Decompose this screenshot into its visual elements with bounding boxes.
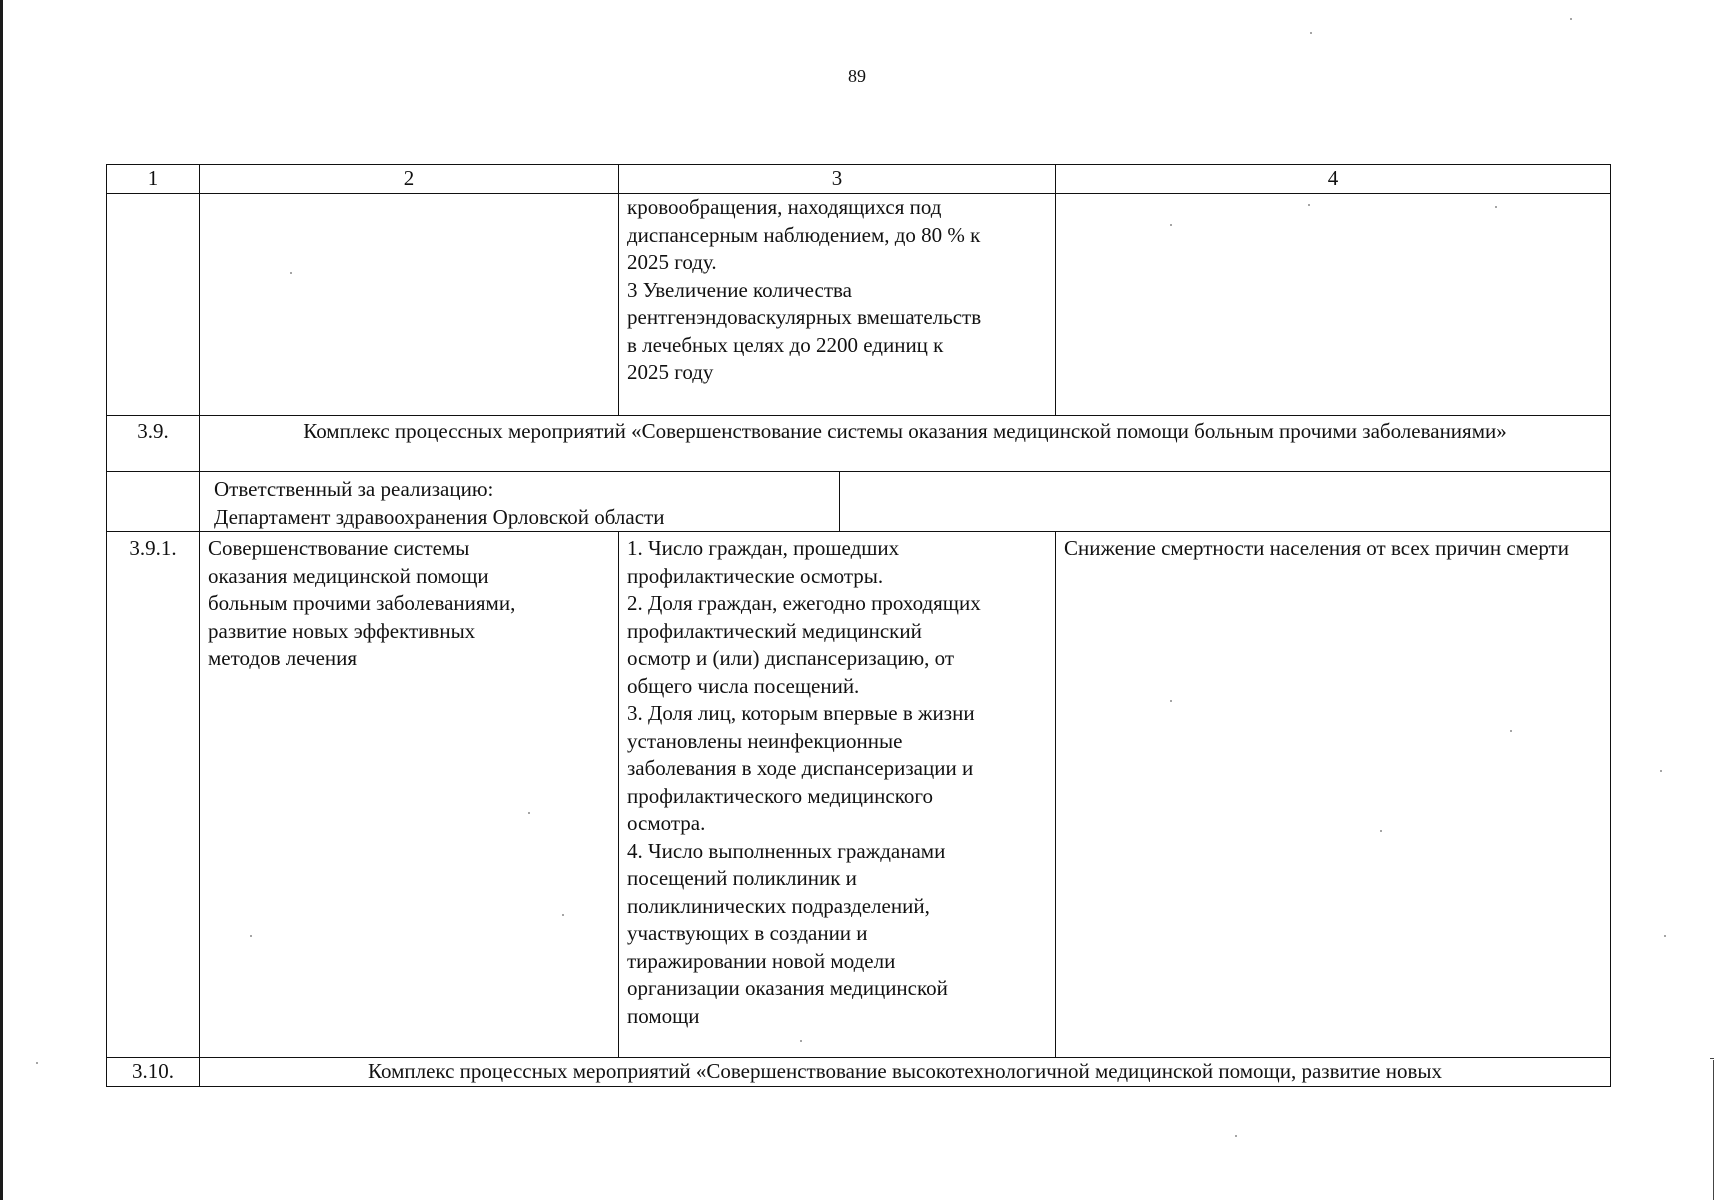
scan-speckle — [290, 272, 292, 274]
column-number-1: 1 — [107, 165, 200, 194]
scan-speckle — [1664, 935, 1666, 937]
continuation-row — [107, 194, 1611, 416]
scan-speckle — [1170, 700, 1172, 702]
scan-speckle — [1660, 770, 1662, 772]
scan-edge-right-mark — [1710, 1058, 1714, 1059]
continuation-indicators-cell: кровообращения, находящихся под диспансерным наблюдением, до 80 % к 2025 году. 3 Увеличение количества рентгенэндоваскулярных вмешательств в лечебных целях до 2200 единиц к 2025 году — [619, 194, 1056, 416]
section-3-9-title: Комплекс процессных мероприятий «Совершенствование системы оказания медицинской помощи больным прочими заболеваниями» — [200, 416, 1611, 472]
continuation-number-cell — [107, 194, 200, 416]
row-3-9-1-result: Снижение смертности населения от всех причин смерти — [1056, 532, 1611, 1058]
continuation-task-cell — [200, 194, 619, 416]
section-3-9-row — [107, 416, 1611, 472]
scan-speckle — [36, 1062, 38, 1064]
page-number: 89 — [848, 66, 866, 86]
scan-speckle — [562, 914, 564, 916]
program-table — [106, 164, 1611, 1087]
responsible-number-cell — [107, 472, 200, 532]
section-3-10-row — [107, 1058, 1611, 1087]
column-number-4: 4 — [1056, 165, 1611, 194]
scan-speckle — [528, 812, 530, 814]
scan-speckle — [800, 1040, 802, 1042]
row-3-9-1-task: Совершенствование системы оказания медицинской помощи больным прочими заболеваниями, развитие новых эффективных методов лечения — [200, 532, 619, 1058]
row-3-9-1-number: 3.9.1. — [107, 532, 200, 1058]
section-3-9-number: 3.9. — [107, 416, 200, 472]
scan-speckle — [1308, 204, 1310, 206]
scan-speckle — [1380, 830, 1382, 832]
column-number-2: 2 — [200, 165, 619, 194]
scan-speckle — [250, 935, 252, 937]
scan-speckle — [1510, 730, 1512, 732]
column-number-3: 3 — [619, 165, 1056, 194]
scan-speckle — [1310, 32, 1312, 34]
scan-speckle — [1170, 224, 1172, 226]
section-3-10-title: Комплекс процессных мероприятий «Совершенствование высокотехнологичной медицинской помощи, развитие новых — [200, 1058, 1611, 1087]
scan-speckle — [1235, 1135, 1237, 1137]
column-number-row — [107, 165, 1611, 194]
section-3-9-responsible-row — [107, 472, 1611, 532]
row-3-9-1-indicators: 1. Число граждан, прошедших профилактические осмотры. 2. Доля граждан, ежегодно проходящих профилактический медицинский осмотр и (или) диспансеризацию, от общего числа посещений. 3. Доля лиц, которым впервые в жизни установлены неинфекционные заболевания в ходе диспансеризации и профилактического медицинского осмотра. 4. Число выполненных гражданами посещений поликлиник и поликлинических подразделений, участвующих в создании и тиражировании новой модели организации оказания медицинской помощи — [619, 532, 1056, 1058]
scan-speckle — [1570, 18, 1572, 20]
row-3-9-1 — [107, 532, 1611, 1058]
scan-edge-left — [0, 0, 3, 1200]
section-3-10-number: 3.10. — [107, 1058, 200, 1087]
continuation-result-cell — [1056, 194, 1611, 416]
scan-speckle — [1495, 206, 1497, 208]
responsible-text: Ответственный за реализацию: Департамент здравоохранения Орловской области — [200, 472, 840, 531]
responsible-cell — [200, 472, 1611, 532]
responsible-empty — [840, 472, 1610, 531]
